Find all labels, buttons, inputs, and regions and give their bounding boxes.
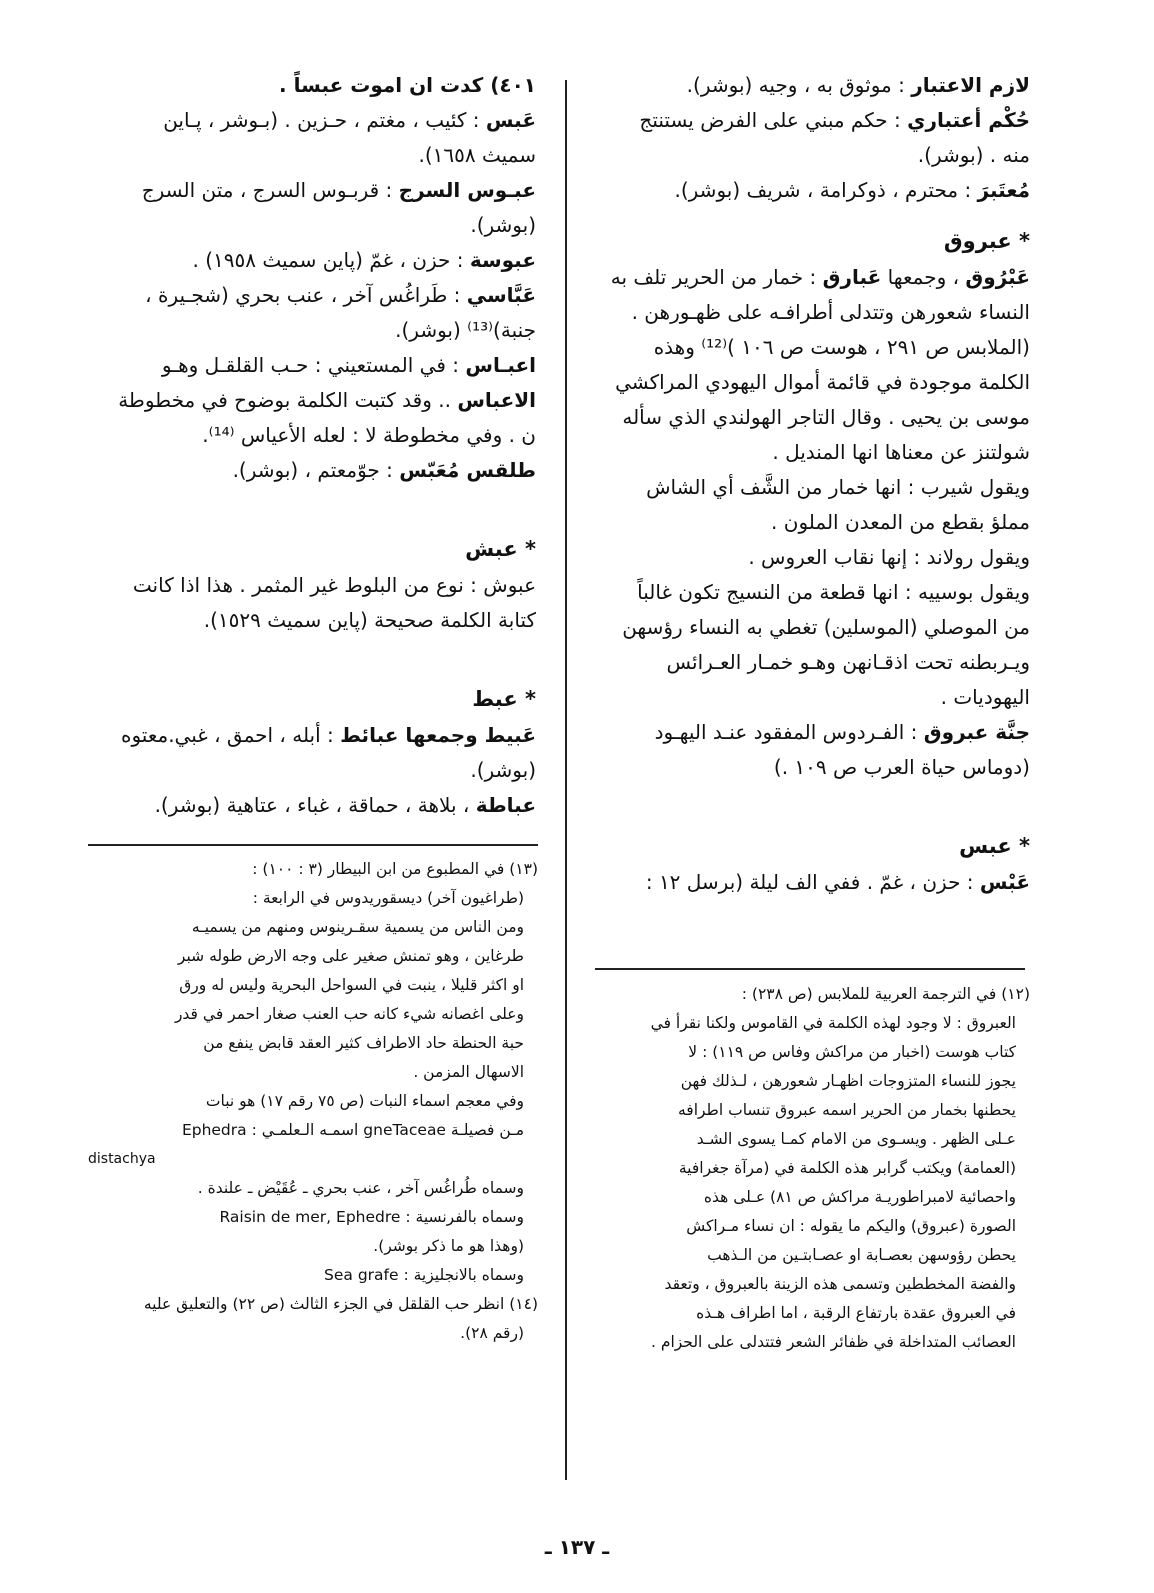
- entry-term: عبـوس السرج: [398, 178, 536, 202]
- entry-line: [88, 173, 536, 208]
- entry-definition: : حزن ، غمّ (پاين سميث ١٩٥٨) .: [192, 248, 470, 272]
- footnote-line: العبروق : لا وجود لهذه الكلمة في القاموس ولكنا نقرأ في: [650, 1014, 1016, 1032]
- entry-line: [600, 435, 1030, 470]
- entry-line: [600, 610, 1030, 645]
- entry-line: [88, 208, 536, 243]
- entry-line: [88, 348, 536, 383]
- page-number: ـ ١٣٧ ـ: [544, 1535, 610, 1559]
- entry-line: [600, 715, 1030, 750]
- entry-line: [88, 313, 536, 348]
- footnote-line: مـن فصيلـة gneTaceae اسمـه الـعلمـي : Ephedra: [181, 1121, 524, 1139]
- entry-definition: موسى بن يحيى . وقال التاجر الهولندي الذي سأله: [622, 405, 1030, 429]
- heading-abat: * عبط: [472, 687, 536, 711]
- footnote-line: طرغاين ، وهو تمنش صغير على وجه الارض طوله شبر: [177, 947, 524, 965]
- entry-line: [88, 568, 536, 603]
- entry-line: عَبْرُوق ، وجمعها عَبارق : خمار من الحرير تلف به: [610, 265, 1030, 289]
- entry-line: [600, 330, 1030, 365]
- entry-line: [88, 243, 536, 278]
- entry-line: [88, 103, 536, 138]
- left-column: [88, 68, 536, 823]
- footnote-line: (١٤) انظر حب القلقل في الجزء الثالث (ص ٢٢) والتعليق عليه: [143, 1295, 538, 1313]
- footnote-line: يحطن رؤوسهن بعصـابة او عصـابتـين من الـذهب: [707, 1246, 1016, 1264]
- footnote-line: (طراغيون آخر) ديسقوريدوس في الرابعة :: [252, 889, 524, 907]
- entry-definition: كتابة الكلمة صحيحة (پاين سميث ١٥٢٩).: [203, 608, 536, 632]
- entry-term: حُكْم أعتباري: [907, 108, 1030, 132]
- footnote-line: (وهذا هو ما ذكر بوشر).: [373, 1237, 524, 1255]
- section-abash: [88, 568, 536, 638]
- entry-term: جنَّة عبروق: [923, 720, 1030, 744]
- entry-line: [600, 365, 1030, 400]
- entry-definition: : في المستعيني : حـب القلقـل وهـو: [161, 353, 466, 377]
- entry-term: لازم الاعتبار: [911, 73, 1030, 97]
- right-top-entries: [600, 68, 1030, 208]
- footnote-line: وعلى اغصانه شيء كانه حب العنب صغار احمر في قدر: [174, 1005, 524, 1023]
- entry-line: [600, 505, 1030, 540]
- footnote-line: يجوز للنساء المتزوجات اظهـار شعورهن ، لـذلك فهن: [680, 1072, 1016, 1090]
- entry-definition: : كئيب ، مغتم ، حـزين . (بـوشر ، پـاين: [163, 108, 486, 132]
- footnote-line: حبة الحنطة حاد الاطراف كثير العقد قابض ينفع من: [203, 1034, 524, 1052]
- footnote-line: او اكثر قليلا ، ينبت في السواحل البحرية وليس له ورق: [179, 976, 524, 994]
- entry-definition: ويقول شيرب : انها خمار من الشَّف أي الشاش: [646, 475, 1030, 499]
- entry-definition: النساء شعورهن وتتدلى أطرافـه على ظهـورهن .: [631, 300, 1030, 324]
- entry-line: [88, 278, 536, 313]
- footnotes-right: [600, 980, 1030, 1357]
- footnote-line: الصورة (عبروق) واليكم ما يقوله : ان نساء مـراكش: [686, 1217, 1016, 1235]
- entry-line: [88, 603, 536, 638]
- entry-term: عباطة: [475, 793, 536, 817]
- entry-term: عَبَّاسي: [466, 283, 536, 307]
- entry-line: [88, 138, 536, 173]
- footnote-line: وسماه طُراغُس آخر ، عنب بحري ـ عُقَيْض ـ علندة .: [197, 1179, 524, 1197]
- entry-definition: : الفـردوس المفقود عنـد اليهـود: [654, 720, 924, 744]
- entry-definition: ويقول بوسييه : انها قطعة من النسيج تكون غالباً: [637, 580, 1030, 604]
- entry-term: عَبْس: [979, 870, 1030, 894]
- footnote-line: وسماه بالانجليزية : Sea grafe: [324, 1266, 524, 1284]
- entry-term: الاعباس: [457, 388, 536, 412]
- entry-line: [600, 645, 1030, 680]
- entry-definition: عبوش : نوع من البلوط غير المثمر . هذا اذا كانت: [132, 573, 536, 597]
- footnote-line: وفي معجم اسماء النبات (ص ٧٥ رقم ١٧) هو نبات: [205, 1092, 524, 1110]
- heading-abash: * عبش: [465, 537, 536, 561]
- entry-line: [88, 453, 536, 488]
- entry-line: [600, 173, 1030, 208]
- footnotes-left: [88, 855, 538, 1348]
- entry-line: [600, 295, 1030, 330]
- column-divider: [565, 80, 567, 1480]
- heading-abruq: * عبروق: [943, 229, 1030, 253]
- footnote-line: والفضة المخططين وتسمى هذه الزينة بالعبروق ، وتعقد: [664, 1275, 1016, 1293]
- entry-line: [88, 718, 536, 753]
- footnote-line: عـلى الظهر . ويسـوى من الامام كمـا يسوى الشـد: [696, 1130, 1016, 1148]
- entry-definition: من الموصلي (الموسلين) تغطي به النساء رؤسهن: [622, 615, 1030, 639]
- entry-term: عَبيط وجمعها عبائط: [340, 723, 536, 747]
- footnote-line: يحطنها بخمار من الحرير اسمه عبروق تنساب اطرافه: [677, 1101, 1016, 1119]
- footnote-line: distachya: [88, 1151, 156, 1167]
- section-abat: [88, 718, 536, 823]
- footnote-rule-right: [595, 968, 1025, 970]
- entry-definition: : أبله ، احمق ، غبي.معتوه: [120, 723, 341, 747]
- entry-definition: : موثوق به ، وجيه (بوشر).: [686, 73, 912, 97]
- entry-definition: ويـربطنه تحت اذقـانهن وهـو خمـار العـرائس: [666, 650, 1030, 674]
- entry-definition: : محترم ، ذوكرامة ، شريف (بوشر).: [674, 178, 978, 202]
- footnote-line: واحصائية لامبراطوريـة مراكش ص ٨١) عـلى هذه: [703, 1188, 1016, 1206]
- entry-line: [88, 383, 536, 418]
- footnote-line: في العبروق عقدة بارتفاع الرقبة ، اما اطراف هـذه: [696, 1304, 1016, 1322]
- footnote-line: الاسهال المزمن .: [413, 1063, 524, 1081]
- entry-line: [600, 865, 1030, 900]
- footnote-line: ومن الناس من يسمية سقـرينوس ومنهم من يسميـه: [191, 918, 524, 936]
- entry-definition: مملؤ بقطع من المعدن الملون .: [771, 510, 1030, 534]
- entry-definition: : حزن ، غمّ . ففي الف ليلة (برسل ١٢ :: [645, 870, 980, 894]
- entry-term: عبوسة: [469, 248, 536, 272]
- entry-definition: منه . (بوشر).: [917, 143, 1030, 167]
- footnote-line: كتاب هوست (اخبار من مراكش وفاس ص ١١٩) : لا: [688, 1043, 1016, 1061]
- entry-term: اعبـاس: [465, 353, 536, 377]
- section-abruq: [600, 260, 1030, 785]
- entry-line: [600, 138, 1030, 173]
- entry-definition: (بوشر).: [470, 758, 536, 782]
- footnote-line: (رقم ٢٨).: [460, 1324, 524, 1342]
- entry-term: مُعتَبرَ: [977, 178, 1030, 202]
- footnote-line: العصائب المتداخلة في ظفائر الشعر فتتدلى على الحزام .: [651, 1333, 1016, 1351]
- entry-line: [600, 540, 1030, 575]
- entry-line: [600, 680, 1030, 715]
- heading-abs: * عبس: [959, 834, 1030, 858]
- entry-definition: (دوماس حياة العرب ص ١٠٩ .): [773, 755, 1030, 779]
- entry-definition: : حكم مبني على الفرض يستنتج: [639, 108, 908, 132]
- footnote-line: (١٢) في الترجمة العربية للملابس (ص ٢٣٨) :: [741, 985, 1030, 1003]
- entry-line: [600, 400, 1030, 435]
- entry-definition: ن . وفي مخطوطة لا : لعله الأعياس ⁽¹⁴⁾.: [202, 423, 536, 447]
- entry-line: [88, 418, 536, 453]
- entry-line: [600, 470, 1030, 505]
- entry-line: [600, 750, 1030, 785]
- entry-definition: : قربـوس السرج ، متن السرج: [141, 178, 399, 202]
- entry-definition: ويقول رولاند : إنها نقاب العروس .: [748, 545, 1030, 569]
- entry-term: ٤٠١) كدت ان اموت عبساً .: [279, 73, 536, 97]
- entry-definition: سميث ١٦٥٨).: [418, 143, 536, 167]
- entry-definition: اليهوديات .: [940, 685, 1030, 709]
- entry-definition: (الملابس ص ٢٩١ ، هوست ص ١٠٦ )⁽¹²⁾ وهذه: [653, 335, 1030, 359]
- entry-definition: جنبة)⁽¹³⁾ (بوشر).: [395, 318, 536, 342]
- entry-term: طلقس مُعَبّس: [399, 458, 536, 482]
- entry-definition: : طَراغُس آخر ، عنب بحري (شجـيرة ،: [145, 283, 467, 307]
- entry-line: [600, 68, 1030, 103]
- left-top-entries: [88, 68, 536, 488]
- entry-line: [88, 68, 536, 103]
- right-column: [600, 68, 1030, 900]
- footnote-rule-left: [88, 844, 538, 846]
- footnote-line: وسماه بالفرنسية : Raisin de mer, Ephedre: [219, 1208, 524, 1226]
- entry-definition: شولتنز عن معناها انها المنديل .: [772, 440, 1030, 464]
- entry-definition: الكلمة موجودة في قائمة أموال اليهودي المراكشي: [615, 370, 1030, 394]
- entry-line: [600, 575, 1030, 610]
- entry-term: عَبس: [485, 108, 536, 132]
- entry-line: [88, 788, 536, 823]
- entry-line: [88, 753, 536, 788]
- entry-line: [600, 103, 1030, 138]
- entry-definition: (بوشر).: [470, 213, 536, 237]
- footnote-line: (العمامة) ويكتب گرابر هذه الكلمة في (مرآة جغرافية: [678, 1159, 1016, 1177]
- entry-definition: : جوّمعتم ، (بوشر).: [232, 458, 400, 482]
- section-abs: [600, 865, 1030, 900]
- entry-definition: .. وقد كتبت الكلمة بوضوح في مخطوطة: [118, 388, 458, 412]
- entry-definition: ، بلاهة ، حماقة ، غباء ، عتاهية (بوشر).: [154, 793, 476, 817]
- footnote-line: (١٣) في المطبوع من ابن البيطار (٣ : ١٠٠) :: [252, 860, 538, 878]
